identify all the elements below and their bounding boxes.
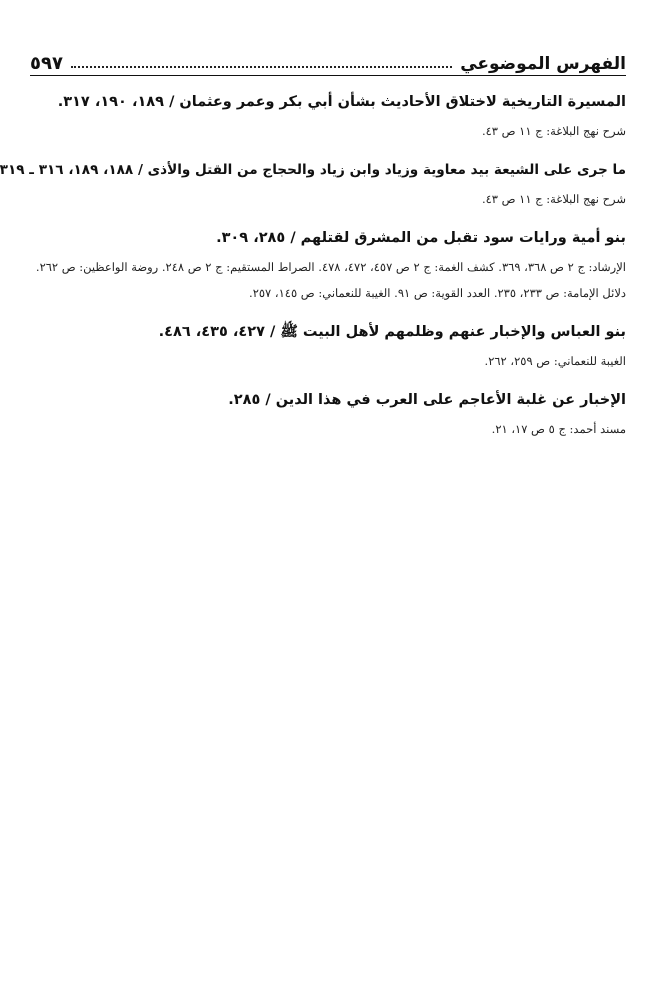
index-entry [30,386,626,442]
entry-title: ما جرى على الشيعة بيد معاوية وزياد وابن زياد والحجاج من القتل والأذى / ١٨٨، ١٨٩، ٣١٦ ـ ٣١٩ [0,162,626,178]
header-rule [30,75,626,76]
index-entry [30,318,626,374]
entry-title: الإخبار عن غلبة الأعاجم على العرب في هذا الدين / ٢٨٥. [228,392,626,408]
index-entry [30,88,626,144]
entry-title: بنو العباس والإخبار عنهم وظلمهم لأهل البيت ﷺ / ٤٢٧، ٤٣٥، ٤٨٦. [158,324,626,340]
entry-source: الغيبة للنعماني: ص ٢٥٩، ٢٦٢. [484,354,626,368]
running-header [30,34,626,74]
entry-source: الإرشاد: ج ٢ ص ٣٦٨، ٣٦٩. كشف الغمة: ج ٢ ص ٤٥٧، ٤٧٢، ٤٧٨. الصراط المستقيم: ج ٢ ص ٢٤٨. روضة الواعظين: ص ٢٦٢. دلائل الإمامة: ص ٢٣٣، ٢٣٥. العدد القوية: ص ٩١. الغيبة للنعماني: ص ١٤٥، ٢٥٧. [35,260,626,300]
entry-title: المسيرة التاريخية لاختلاق الأحاديث بشأن أبي بكر وعمر وعثمان / ١٨٩، ١٩٠، ٣١٧. [57,94,626,110]
index-entry [0,156,626,212]
entry-source: شرح نهج البلاغة: ج ١١ ص ٤٣. [481,124,626,138]
index-entries [0,88,626,452]
entry-source: شرح نهج البلاغة: ج ١١ ص ٤٣. [481,192,626,206]
entry-source: مسند أحمد: ج ٥ ص ١٧، ٢١. [491,422,626,436]
index-entry [30,224,626,306]
running-title: الفهرس الموضوعي [460,54,626,74]
page-number: ٥٩٧ [30,53,63,74]
entry-title: بنو أمية ورايات سود تقبل من المشرق لقتلهم / ٢٨٥، ٣٠٩. [216,230,626,246]
dotted-leader [71,65,452,68]
